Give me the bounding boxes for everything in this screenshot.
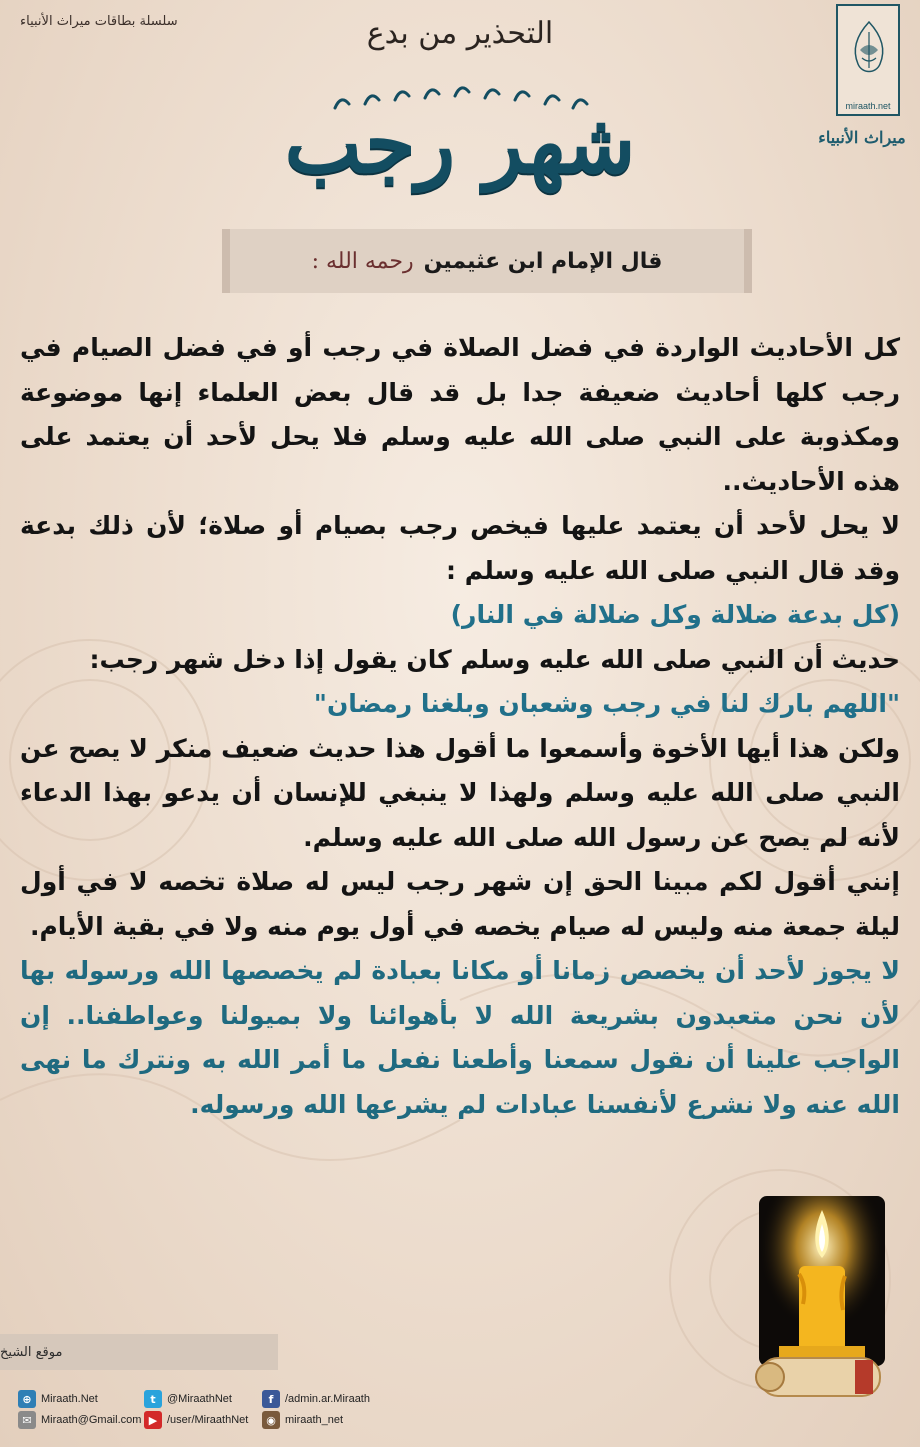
email-icon: ✉: [18, 1411, 36, 1429]
footer-link-instagram[interactable]: ◉ miraath_net: [262, 1411, 343, 1429]
footer-link-twitter[interactable]: t @MiraathNet: [144, 1390, 232, 1408]
page-title: شهر رجب: [284, 96, 636, 192]
scroll-icon: [740, 1340, 900, 1420]
footer-link-youtube[interactable]: ▶ /user/MiraathNet: [144, 1411, 248, 1429]
article-body: [20, 326, 900, 1127]
logo-site-text: miraath.net: [845, 101, 891, 111]
brand-name: ميراث الأنبياء: [818, 128, 906, 147]
series-label: سلسلة بطاقات ميراث الأنبياء: [20, 14, 178, 29]
quote-header: [222, 229, 752, 293]
youtube-icon: ▶: [144, 1411, 162, 1429]
page-subtitle: التحذير من بدع: [366, 16, 554, 51]
paragraph-6: لا يجوز لأحد أن يخصص زمانا أو مكانا بعبادة لم يخصصها الله ورسوله بها لأن نحن متعبدون بشريعة الله لا بأهوائنا ولا بميولنا وعواطفنا.. إن الواجب علينا أن نقول سمعنا وأطعنا نفعل ما أمر الله به ونترك ما نهى الله عنه ولا نشرع لأنفسنا عبادات لم يشرعها الله ورسوله.: [20, 956, 900, 1119]
quote-honorific: رحمه الله :: [311, 248, 414, 274]
footer-links: [18, 1384, 538, 1444]
paragraph-2: لا يحل لأحد أن يعتمد عليها فيخص رجب بصيام أو صلاة؛ لأن ذلك بدعة وقد قال النبي صلى الله عليه وسلم :: [20, 511, 900, 585]
paragraph-4: ولكن هذا أيها الأخوة وأسمعوا ما أقول هذا حديث ضعيف منكر لا يصح عن النبي صلى الله عليه وسلم ولهذا لا ينبغي للإنسان أن يدعو بهذا الدعاء لأنه لم يصح عن رسول الله صلى الله عليه وسلم.: [20, 733, 900, 852]
footer-link-facebook[interactable]: f /admin.ar.Miraath: [262, 1390, 370, 1408]
facebook-icon: f: [262, 1390, 280, 1408]
footer-link-website[interactable]: ⊕ Miraath.Net: [18, 1390, 98, 1408]
twitter-icon: t: [144, 1390, 162, 1408]
globe-icon: ⊕: [18, 1390, 36, 1408]
paragraph-1: كل الأحاديث الواردة في فضل الصلاة في رجب أو في فضل الصيام في رجب كلها أحاديث ضعيفة جدا بل قد قال بعض العلماء إنها موضوعة ومكذوبة على النبي صلى الله عليه وسلم فلا يحل لأحد أن يعتمد على هذه الأحاديث..: [20, 333, 900, 496]
footer-link-email[interactable]: ✉ Miraath@Gmail.com: [18, 1411, 141, 1429]
instagram-icon: ◉: [262, 1411, 280, 1429]
hadith-quote-1: (كل بدعة ضلالة وكل ضلالة في النار): [450, 600, 900, 629]
hadith-quote-2: "اللهم بارك لنا في رجب وشعبان وبلغنا رمضان": [313, 689, 900, 718]
paragraph-3: حديث أن النبي صلى الله عليه وسلم كان يقول إذا دخل شهر رجب:: [89, 644, 900, 674]
paragraph-5: إنني أقول لكم مبينا الحق إن شهر رجب ليس له صلاة تخصه لا في أول ليلة جمعة منه وليس له صيام يخصه في أول يوم منه ولا في بقية الأيام.: [20, 867, 900, 941]
quote-author: قال الإمام ابن عثيمين: [423, 248, 663, 274]
website-label: موقع الشيخ: [0, 1334, 278, 1370]
